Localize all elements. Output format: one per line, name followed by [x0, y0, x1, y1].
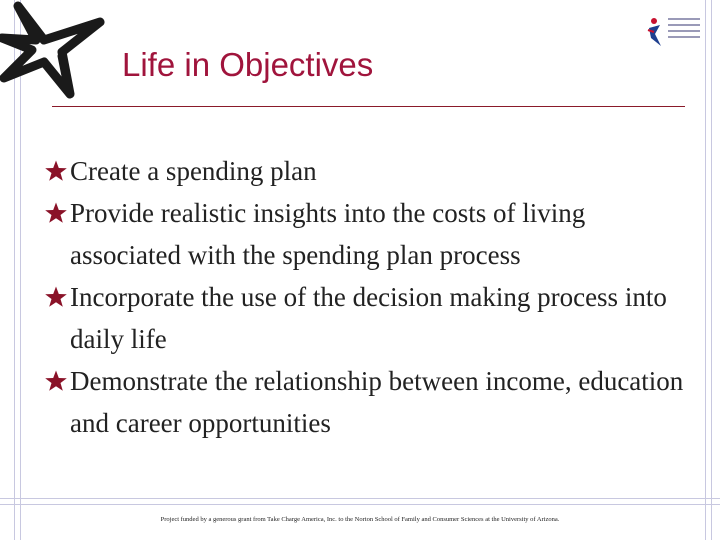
funding-footer: Project funded by a generous grant from Take Charge America, Inc. to the Norton School of Family and Consumer Sciences at the University of Arizona. [160, 516, 560, 523]
organization-text-lines [668, 18, 700, 42]
frame-line-right-inner [705, 0, 706, 540]
list-item-text: Provide realistic insights into the costs of living associated with the spending plan process [70, 198, 586, 270]
star-bullet-icon [44, 285, 68, 309]
list-item [44, 192, 684, 276]
list-item [44, 360, 684, 444]
organization-logo-icon [646, 14, 704, 52]
list-item-text: Demonstrate the relationship between income, education and career opportunities [70, 366, 684, 438]
objectives-list [44, 150, 684, 444]
slide-title: Life in Objectives [122, 46, 374, 83]
frame-line-bottom-inner [0, 498, 720, 499]
list-item [44, 150, 684, 192]
frame-line-bottom-outer [0, 504, 720, 505]
list-item [44, 276, 684, 360]
list-item-text: Create a spending plan [70, 156, 317, 186]
star-bullet-icon [44, 369, 68, 393]
list-item-text: Incorporate the use of the decision making process into daily life [70, 282, 667, 354]
organization-mark-icon [646, 16, 666, 48]
frame-line-right-outer [711, 0, 712, 540]
title-underline [52, 106, 685, 107]
star-bullet-icon [44, 201, 68, 225]
star-logo-icon [0, 0, 110, 100]
star-bullet-icon [44, 159, 68, 183]
